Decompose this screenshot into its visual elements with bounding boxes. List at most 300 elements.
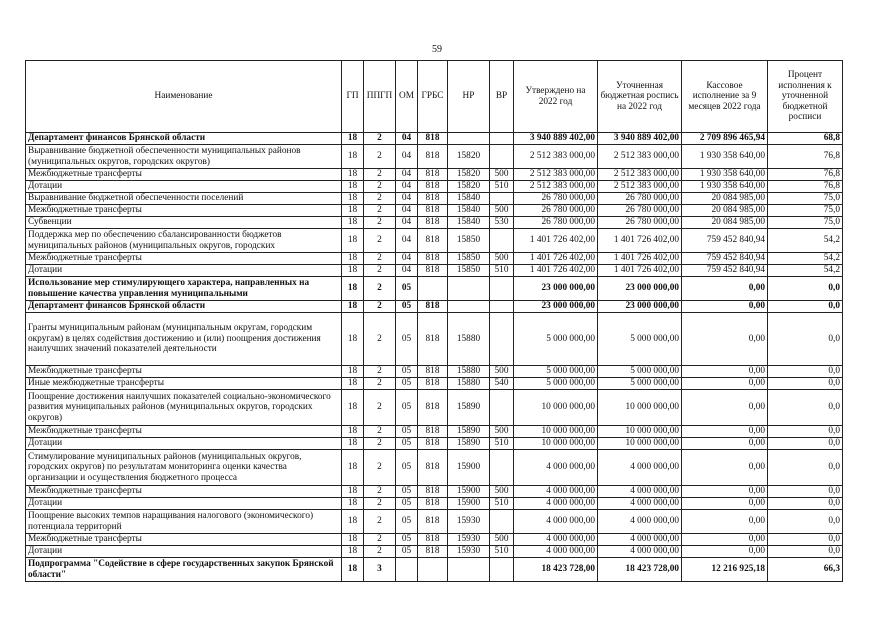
cell-np: 15930: [448, 534, 490, 546]
cell-gp: 18: [342, 510, 364, 534]
cell-np: 15890: [448, 390, 490, 426]
cell-refined: 5 000 000,00: [598, 378, 682, 390]
cell-percent: 68,8: [768, 133, 843, 145]
cell-om: 05: [396, 450, 418, 486]
cell-gp: 18: [342, 546, 364, 558]
table-row: [26, 366, 843, 378]
cell-grbs: 818: [418, 546, 448, 558]
cell-vr: [490, 510, 514, 534]
table-row: [26, 378, 843, 390]
cell-gp: 18: [342, 205, 364, 217]
cell-ppgp: 2: [364, 181, 396, 193]
cell-ppgp: 2: [364, 277, 396, 301]
cell-ppgp: 2: [364, 450, 396, 486]
cell-refined: 26 780 000,00: [598, 205, 682, 217]
cell-ppgp: 2: [364, 301, 396, 313]
cell-cash: 0,00: [682, 313, 768, 366]
cell-name: Использование мер стимулирующего характера, направленных на повышение качества управления муниципальными: [26, 277, 342, 301]
cell-name: Подпрограмма "Содействие в сфере государственных закупок Брянской области": [26, 558, 342, 582]
cell-ppgp: 2: [364, 390, 396, 426]
header-om: ОМ: [396, 61, 418, 133]
header-vr: ВР: [490, 61, 514, 133]
cell-approved: 1 401 726 402,00: [514, 265, 598, 277]
cell-approved: 5 000 000,00: [514, 378, 598, 390]
cell-refined: 2 512 383 000,00: [598, 181, 682, 193]
cell-vr: [490, 229, 514, 253]
cell-grbs: 818: [418, 450, 448, 486]
cell-ppgp: 2: [364, 486, 396, 498]
cell-ppgp: 2: [364, 510, 396, 534]
cell-np: 15900: [448, 450, 490, 486]
cell-gp: 18: [342, 438, 364, 450]
cell-cash: 2 709 896 465,94: [682, 133, 768, 145]
cell-vr: 500: [490, 426, 514, 438]
cell-name: Дотации: [26, 498, 342, 510]
cell-refined: 4 000 000,00: [598, 498, 682, 510]
cell-name: Поощрение достижения наилучших показателей социально-экономического развития муниципальных районов (муниципальных округов, городских округов): [26, 390, 342, 426]
cell-approved: 2 512 383 000,00: [514, 145, 598, 169]
cell-grbs: 818: [418, 366, 448, 378]
cell-cash: 0,00: [682, 390, 768, 426]
cell-cash: 0,00: [682, 438, 768, 450]
header-approved: Утверждено на 2022 год: [514, 61, 598, 133]
cell-refined: 18 423 728,00: [598, 558, 682, 582]
cell-gp: 18: [342, 498, 364, 510]
cell-gp: 18: [342, 366, 364, 378]
cell-cash: 0,00: [682, 534, 768, 546]
cell-ppgp: 2: [364, 205, 396, 217]
cell-gp: 18: [342, 253, 364, 265]
table-row: [26, 546, 843, 558]
cell-grbs: 818: [418, 253, 448, 265]
cell-gp: 18: [342, 217, 364, 229]
cell-vr: [490, 558, 514, 582]
page-number: 59: [432, 44, 442, 55]
cell-np: 15930: [448, 510, 490, 534]
cell-om: 04: [396, 145, 418, 169]
cell-approved: 18 423 728,00: [514, 558, 598, 582]
cell-np: 15820: [448, 169, 490, 181]
cell-percent: 0,0: [768, 366, 843, 378]
cell-cash: 0,00: [682, 277, 768, 301]
cell-gp: 18: [342, 558, 364, 582]
cell-name: Межбюджетные трансферты: [26, 426, 342, 438]
cell-approved: 10 000 000,00: [514, 426, 598, 438]
cell-percent: 54,2: [768, 265, 843, 277]
cell-approved: 4 000 000,00: [514, 546, 598, 558]
table-row: [26, 205, 843, 217]
cell-refined: 3 940 889 402,00: [598, 133, 682, 145]
cell-np: 15890: [448, 426, 490, 438]
cell-np: 15880: [448, 378, 490, 390]
cell-np: [448, 301, 490, 313]
cell-vr: 500: [490, 534, 514, 546]
table-row: [26, 510, 843, 534]
table-row: [26, 438, 843, 450]
cell-grbs: 818: [418, 301, 448, 313]
cell-percent: 0,0: [768, 277, 843, 301]
cell-grbs: 818: [418, 534, 448, 546]
cell-om: 05: [396, 378, 418, 390]
cell-np: 15880: [448, 313, 490, 366]
cell-approved: 3 940 889 402,00: [514, 133, 598, 145]
cell-vr: 500: [490, 205, 514, 217]
cell-name: Дотации: [26, 438, 342, 450]
cell-percent: 0,0: [768, 450, 843, 486]
cell-ppgp: 2: [364, 229, 396, 253]
cell-refined: 5 000 000,00: [598, 366, 682, 378]
table-row: [26, 217, 843, 229]
cell-grbs: 818: [418, 486, 448, 498]
cell-ppgp: 2: [364, 426, 396, 438]
cell-ppgp: 2: [364, 546, 396, 558]
cell-approved: 1 401 726 402,00: [514, 229, 598, 253]
cell-om: 05: [396, 534, 418, 546]
cell-percent: 0,0: [768, 378, 843, 390]
cell-ppgp: 2: [364, 253, 396, 265]
cell-gp: 18: [342, 265, 364, 277]
cell-cash: 0,00: [682, 498, 768, 510]
cell-refined: 10 000 000,00: [598, 438, 682, 450]
cell-cash: 20 084 985,00: [682, 205, 768, 217]
cell-ppgp: 2: [364, 217, 396, 229]
cell-cash: 0,00: [682, 426, 768, 438]
cell-refined: 5 000 000,00: [598, 313, 682, 366]
cell-om: [396, 558, 418, 582]
table-row: [26, 265, 843, 277]
table-row: [26, 498, 843, 510]
cell-cash: 0,00: [682, 450, 768, 486]
cell-percent: 76,8: [768, 169, 843, 181]
cell-grbs: 818: [418, 133, 448, 145]
cell-om: 04: [396, 253, 418, 265]
header-ppgp: ППГП: [364, 61, 396, 133]
cell-gp: 18: [342, 313, 364, 366]
cell-om: 05: [396, 277, 418, 301]
header-refined: Уточненная бюджетная роспись на 2022 год: [598, 61, 682, 133]
cell-ppgp: 2: [364, 378, 396, 390]
cell-name: Межбюджетные трансферты: [26, 366, 342, 378]
cell-ppgp: 3: [364, 558, 396, 582]
cell-gp: 18: [342, 301, 364, 313]
cell-name: Иные межбюджетные трансферты: [26, 378, 342, 390]
table-row: [26, 486, 843, 498]
cell-name: Дотации: [26, 546, 342, 558]
cell-name: Поддержка мер по обеспечению сбалансированности бюджетов муниципальных районов (муниципальных округов, городских: [26, 229, 342, 253]
cell-vr: [490, 145, 514, 169]
table-header-row: [26, 61, 843, 133]
cell-approved: 4 000 000,00: [514, 486, 598, 498]
cell-percent: 0,0: [768, 486, 843, 498]
cell-cash: 1 930 358 640,00: [682, 145, 768, 169]
cell-approved: 10 000 000,00: [514, 390, 598, 426]
cell-vr: [490, 193, 514, 205]
cell-cash: 759 452 840,94: [682, 253, 768, 265]
table-row: [26, 277, 843, 301]
cell-np: 15840: [448, 217, 490, 229]
table-row: [26, 390, 843, 426]
cell-percent: 54,2: [768, 229, 843, 253]
table-row: [26, 534, 843, 546]
cell-percent: 0,0: [768, 426, 843, 438]
cell-om: 05: [396, 546, 418, 558]
header-name: Наименование: [26, 61, 342, 133]
cell-vr: 500: [490, 366, 514, 378]
cell-np: 15850: [448, 253, 490, 265]
cell-ppgp: 2: [364, 498, 396, 510]
cell-grbs: 818: [418, 193, 448, 205]
cell-vr: 500: [490, 169, 514, 181]
cell-name: Дотации: [26, 265, 342, 277]
cell-grbs: 818: [418, 265, 448, 277]
cell-name: Выравнивание бюджетной обеспеченности поселений: [26, 193, 342, 205]
header-percent: Процент исполнения к уточненной бюджетной росписи: [768, 61, 843, 133]
cell-vr: 530: [490, 217, 514, 229]
cell-approved: 23 000 000,00: [514, 301, 598, 313]
cell-gp: 18: [342, 390, 364, 426]
cell-approved: 26 780 000,00: [514, 217, 598, 229]
cell-om: 05: [396, 426, 418, 438]
cell-cash: 0,00: [682, 366, 768, 378]
cell-percent: 0,0: [768, 438, 843, 450]
cell-ppgp: 2: [364, 313, 396, 366]
cell-name: Межбюджетные трансферты: [26, 205, 342, 217]
cell-np: 15900: [448, 486, 490, 498]
table-row: [26, 181, 843, 193]
cell-name: Дотации: [26, 181, 342, 193]
cell-cash: 759 452 840,94: [682, 229, 768, 253]
cell-cash: 20 084 985,00: [682, 217, 768, 229]
table-row: [26, 313, 843, 366]
cell-vr: 510: [490, 498, 514, 510]
cell-percent: 0,0: [768, 510, 843, 534]
cell-approved: 4 000 000,00: [514, 498, 598, 510]
cell-np: 15930: [448, 546, 490, 558]
cell-np: 15820: [448, 145, 490, 169]
cell-cash: 0,00: [682, 301, 768, 313]
cell-gp: 18: [342, 378, 364, 390]
cell-vr: 500: [490, 486, 514, 498]
cell-om: 05: [396, 498, 418, 510]
cell-om: 05: [396, 313, 418, 366]
cell-name: Межбюджетные трансферты: [26, 253, 342, 265]
cell-grbs: 818: [418, 426, 448, 438]
cell-grbs: 818: [418, 378, 448, 390]
cell-om: 05: [396, 366, 418, 378]
cell-om: 04: [396, 229, 418, 253]
cell-cash: 20 084 985,00: [682, 193, 768, 205]
cell-gp: 18: [342, 486, 364, 498]
cell-cash: 0,00: [682, 378, 768, 390]
cell-percent: 0,0: [768, 313, 843, 366]
cell-gp: 18: [342, 229, 364, 253]
cell-approved: 1 401 726 402,00: [514, 253, 598, 265]
cell-om: 05: [396, 301, 418, 313]
cell-percent: 0,0: [768, 301, 843, 313]
cell-refined: 23 000 000,00: [598, 277, 682, 301]
table-row: [26, 426, 843, 438]
cell-grbs: [418, 277, 448, 301]
cell-percent: 0,0: [768, 390, 843, 426]
cell-name: Межбюджетные трансферты: [26, 486, 342, 498]
cell-np: 15820: [448, 181, 490, 193]
table-row: [26, 193, 843, 205]
cell-approved: 10 000 000,00: [514, 438, 598, 450]
cell-gp: 18: [342, 181, 364, 193]
cell-gp: 18: [342, 450, 364, 486]
cell-cash: 1 930 358 640,00: [682, 169, 768, 181]
cell-vr: [490, 277, 514, 301]
cell-cash: 0,00: [682, 510, 768, 534]
cell-om: 05: [396, 438, 418, 450]
cell-om: 04: [396, 193, 418, 205]
cell-vr: [490, 313, 514, 366]
cell-approved: 5 000 000,00: [514, 313, 598, 366]
cell-np: [448, 558, 490, 582]
cell-grbs: 818: [418, 181, 448, 193]
cell-percent: 75,0: [768, 193, 843, 205]
cell-vr: [490, 133, 514, 145]
cell-refined: 4 000 000,00: [598, 534, 682, 546]
cell-name: Гранты муниципальным районам (муниципальным округам, городским округам) в целях содействия достижению и (или) поощрения достижения наилучших значений показателей деятельности: [26, 313, 342, 366]
cell-percent: 66,3: [768, 558, 843, 582]
cell-approved: 23 000 000,00: [514, 277, 598, 301]
cell-cash: 12 216 925,18: [682, 558, 768, 582]
cell-grbs: 818: [418, 217, 448, 229]
cell-om: 05: [396, 390, 418, 426]
cell-name: Поощрение высоких темпов наращивания налогового (экономического) потенциала территорий: [26, 510, 342, 534]
table-row: [26, 450, 843, 486]
cell-approved: 2 512 383 000,00: [514, 181, 598, 193]
cell-percent: 76,8: [768, 145, 843, 169]
table-body: [26, 133, 843, 582]
cell-grbs: 818: [418, 390, 448, 426]
budget-execution-table: [25, 60, 843, 582]
cell-ppgp: 2: [364, 534, 396, 546]
cell-approved: 2 512 383 000,00: [514, 169, 598, 181]
cell-vr: [490, 301, 514, 313]
header-grbs: ГРБС: [418, 61, 448, 133]
cell-name: Субвенции: [26, 217, 342, 229]
cell-grbs: 818: [418, 313, 448, 366]
cell-grbs: 818: [418, 145, 448, 169]
cell-refined: 4 000 000,00: [598, 546, 682, 558]
cell-vr: 540: [490, 378, 514, 390]
cell-ppgp: 2: [364, 366, 396, 378]
cell-om: 05: [396, 486, 418, 498]
cell-om: 04: [396, 217, 418, 229]
cell-refined: 1 401 726 402,00: [598, 253, 682, 265]
cell-approved: 5 000 000,00: [514, 366, 598, 378]
cell-grbs: 818: [418, 438, 448, 450]
cell-np: 15840: [448, 193, 490, 205]
cell-ppgp: 2: [364, 438, 396, 450]
cell-percent: 0,0: [768, 498, 843, 510]
cell-grbs: 818: [418, 229, 448, 253]
table-row: [26, 133, 843, 145]
cell-vr: 510: [490, 438, 514, 450]
cell-vr: [490, 450, 514, 486]
cell-percent: 76,8: [768, 181, 843, 193]
cell-cash: 0,00: [682, 486, 768, 498]
cell-approved: 4 000 000,00: [514, 450, 598, 486]
cell-grbs: 818: [418, 169, 448, 181]
cell-grbs: 818: [418, 498, 448, 510]
cell-approved: 4 000 000,00: [514, 510, 598, 534]
cell-np: 15850: [448, 229, 490, 253]
cell-cash: 0,00: [682, 546, 768, 558]
cell-name: Межбюджетные трансферты: [26, 169, 342, 181]
cell-ppgp: 2: [364, 133, 396, 145]
cell-approved: 4 000 000,00: [514, 534, 598, 546]
cell-gp: 18: [342, 193, 364, 205]
cell-gp: 18: [342, 277, 364, 301]
cell-percent: 0,0: [768, 534, 843, 546]
cell-percent: 54,2: [768, 253, 843, 265]
cell-refined: 1 401 726 402,00: [598, 229, 682, 253]
cell-refined: 26 780 000,00: [598, 217, 682, 229]
cell-grbs: [418, 558, 448, 582]
cell-vr: 510: [490, 546, 514, 558]
cell-approved: 26 780 000,00: [514, 193, 598, 205]
cell-grbs: 818: [418, 510, 448, 534]
cell-np: 15880: [448, 366, 490, 378]
cell-np: 15900: [448, 498, 490, 510]
cell-percent: 75,0: [768, 217, 843, 229]
cell-name: Департамент финансов Брянской области: [26, 133, 342, 145]
cell-vr: 510: [490, 265, 514, 277]
cell-ppgp: 2: [364, 265, 396, 277]
cell-refined: 4 000 000,00: [598, 486, 682, 498]
cell-np: [448, 277, 490, 301]
cell-refined: 26 780 000,00: [598, 193, 682, 205]
cell-ppgp: 2: [364, 169, 396, 181]
cell-refined: 4 000 000,00: [598, 450, 682, 486]
cell-approved: 26 780 000,00: [514, 205, 598, 217]
cell-np: 15890: [448, 438, 490, 450]
cell-gp: 18: [342, 145, 364, 169]
cell-refined: 10 000 000,00: [598, 390, 682, 426]
cell-name: Департамент финансов Брянской области: [26, 301, 342, 313]
cell-name: Межбюджетные трансферты: [26, 534, 342, 546]
cell-refined: 2 512 383 000,00: [598, 169, 682, 181]
cell-gp: 18: [342, 169, 364, 181]
table-row: [26, 145, 843, 169]
cell-refined: 1 401 726 402,00: [598, 265, 682, 277]
cell-gp: 18: [342, 426, 364, 438]
cell-om: 04: [396, 169, 418, 181]
cell-percent: 0,0: [768, 546, 843, 558]
table-row: [26, 301, 843, 313]
cell-np: 15840: [448, 205, 490, 217]
cell-vr: [490, 390, 514, 426]
cell-refined: 10 000 000,00: [598, 426, 682, 438]
header-np: НР: [448, 61, 490, 133]
cell-vr: 500: [490, 253, 514, 265]
cell-vr: 510: [490, 181, 514, 193]
cell-name: Стимулирование муниципальных районов (муниципальных округов, городских округов) по результатам мониторинга оценки качества организации и осуществления бюджетного процесса: [26, 450, 342, 486]
cell-ppgp: 2: [364, 193, 396, 205]
cell-om: 05: [396, 510, 418, 534]
cell-grbs: 818: [418, 205, 448, 217]
header-cash: Кассовое исполнение за 9 месяцев 2022 года: [682, 61, 768, 133]
cell-om: 04: [396, 265, 418, 277]
table-row: [26, 229, 843, 253]
cell-om: 04: [396, 181, 418, 193]
cell-cash: 1 930 358 640,00: [682, 181, 768, 193]
cell-refined: 23 000 000,00: [598, 301, 682, 313]
cell-om: 04: [396, 133, 418, 145]
